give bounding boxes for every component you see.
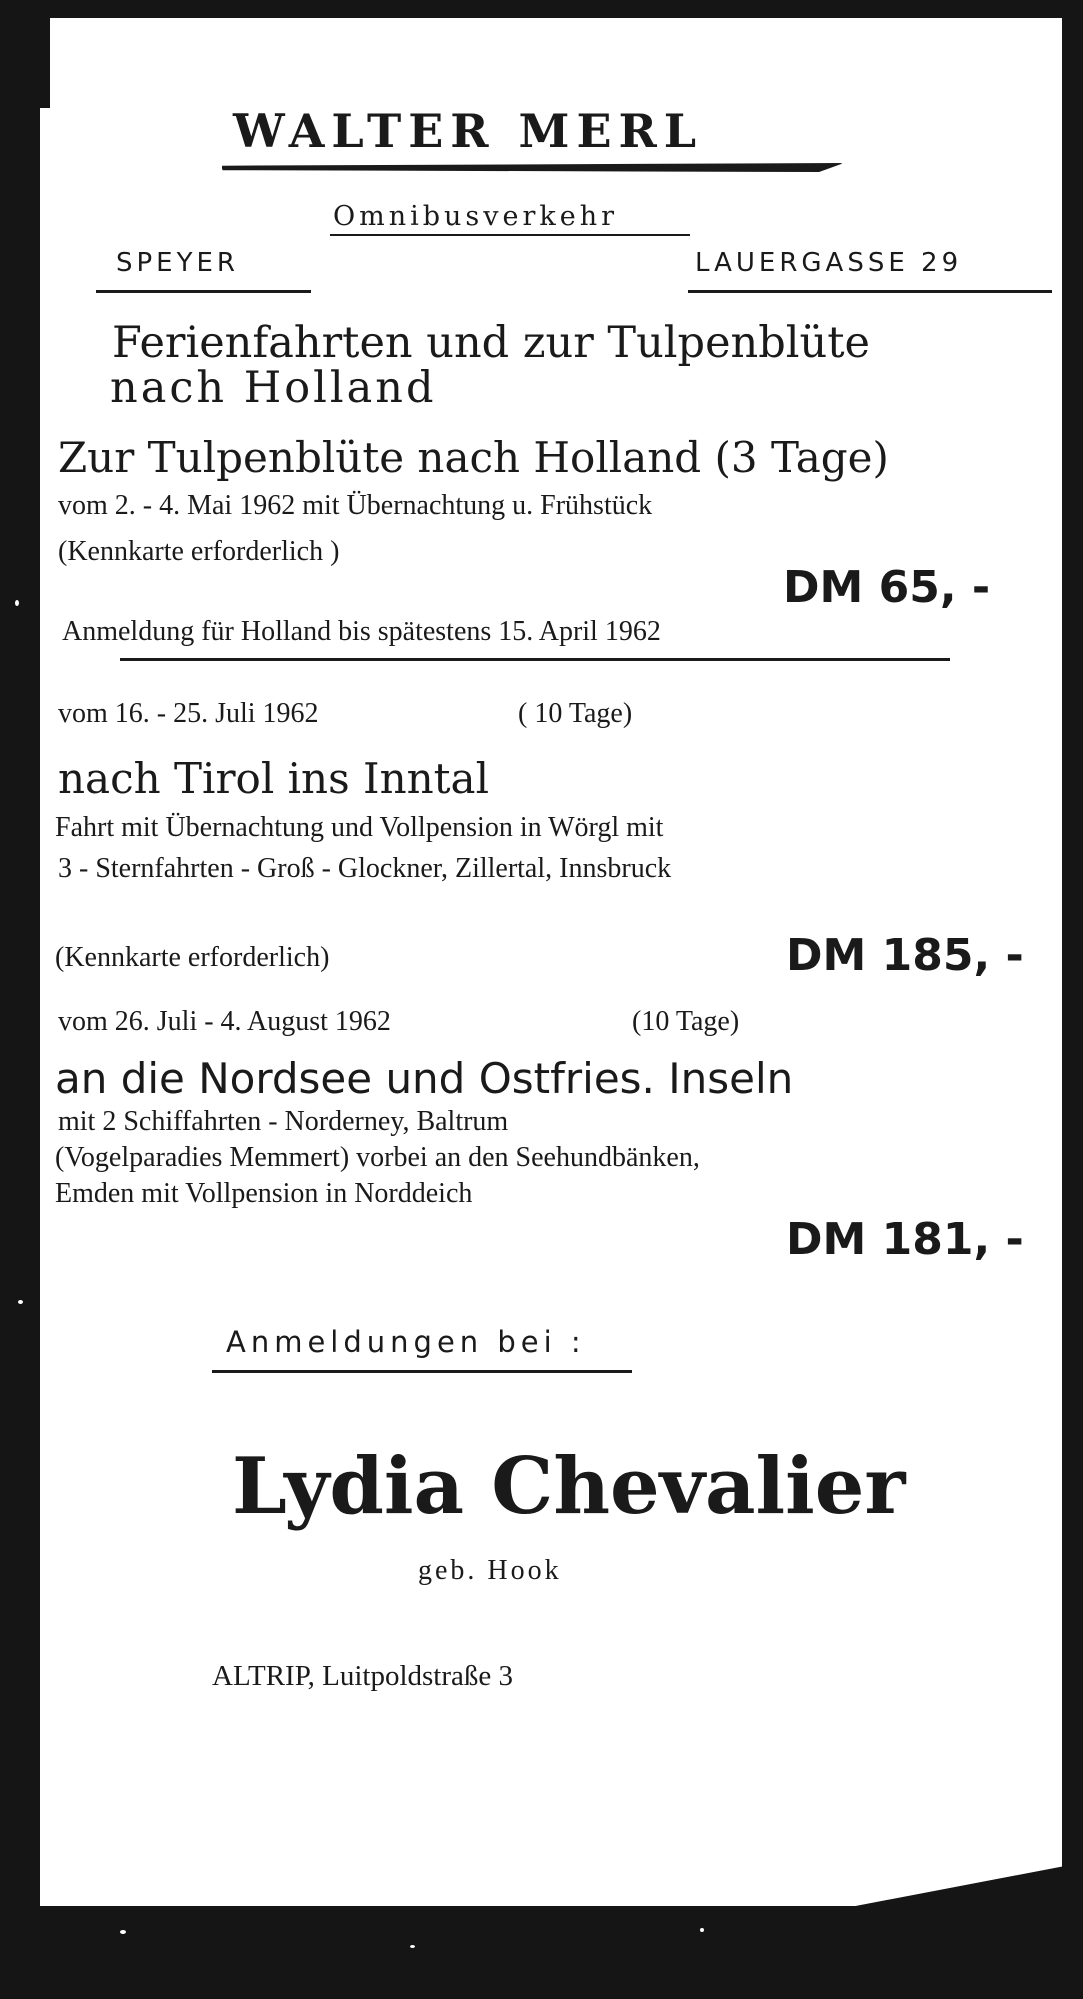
trip-price: DM 185, - (786, 930, 1024, 981)
trip-title: nach Tirol ins Inntal (58, 754, 490, 803)
section-divider (120, 658, 950, 661)
registration-underline (212, 1370, 632, 1373)
scan-border-left (0, 0, 40, 1999)
trip-duration: (10 Tage) (632, 1006, 740, 1037)
contact-maiden-name: geb. Hook (418, 1555, 562, 1586)
city-underline (96, 290, 311, 293)
service-underline (330, 234, 690, 236)
trip-description-line: (Vogelparadies Memmert) vorbei an den Seehundbänken, (55, 1142, 700, 1173)
trip-price: DM 65, - (783, 562, 991, 613)
headline-line-2: nach Holland (110, 363, 437, 413)
trip-description-line: mit 2 Schiffahrten - Norderney, Baltrum (58, 1106, 509, 1137)
scan-border-corner (40, 18, 50, 108)
contact-address: ALTRIP, Luitpoldstraße 3 (212, 1660, 514, 1692)
trip-price: DM 181, - (786, 1214, 1024, 1265)
trip-description-line: 3 - Sternfahrten - Groß - Glockner, Zillertal, Innsbruck (58, 853, 672, 884)
scan-border-bottom (0, 1906, 1083, 1999)
scan-speck (18, 1300, 23, 1304)
scan-speck (120, 1930, 126, 1934)
contact-name: Lydia Chevalier (232, 1441, 906, 1532)
service-type: Omnibusverkehr (333, 201, 619, 232)
trip-dates: vom 16. - 25. Juli 1962 (58, 698, 319, 729)
trip-note: (Kennkarte erforderlich) (55, 942, 330, 973)
trip-dates: vom 2. - 4. Mai 1962 mit Übernachtung u. Frühstück (58, 490, 653, 521)
trip-title: Zur Tulpenblüte nach Holland (3 Tage) (58, 433, 889, 482)
trip-description-line: Emden mit Vollpension in Norddeich (55, 1178, 473, 1209)
trip-duration: ( 10 Tage) (518, 698, 633, 729)
scan-speck (15, 600, 19, 606)
company-street: LAUERGASSE 29 (695, 248, 963, 278)
registration-deadline: Anmeldung für Holland bis spätestens 15. April 1962 (62, 616, 661, 647)
company-city: SPEYER (116, 248, 239, 278)
scan-border-right (1062, 0, 1083, 1999)
company-name: WALTER MERL (233, 104, 704, 158)
trip-dates: vom 26. Juli - 4. August 1962 (58, 1006, 391, 1037)
street-underline (688, 290, 1052, 293)
trip-description-line: Fahrt mit Übernachtung und Vollpension in Wörgl mit (55, 812, 664, 843)
scan-border-top (0, 0, 1083, 18)
registration-label: Anmeldungen bei : (226, 1325, 586, 1359)
trip-note: (Kennkarte erforderlich ) (58, 536, 340, 567)
scan-speck (700, 1928, 704, 1932)
scan-border-bottom-slant (845, 1866, 1065, 1908)
scan-speck (410, 1945, 415, 1948)
headline-line-1: Ferienfahrten und zur Tulpenblüte (112, 318, 870, 368)
trip-title: an die Nordsee und Ostfries. Inseln (55, 1054, 794, 1103)
